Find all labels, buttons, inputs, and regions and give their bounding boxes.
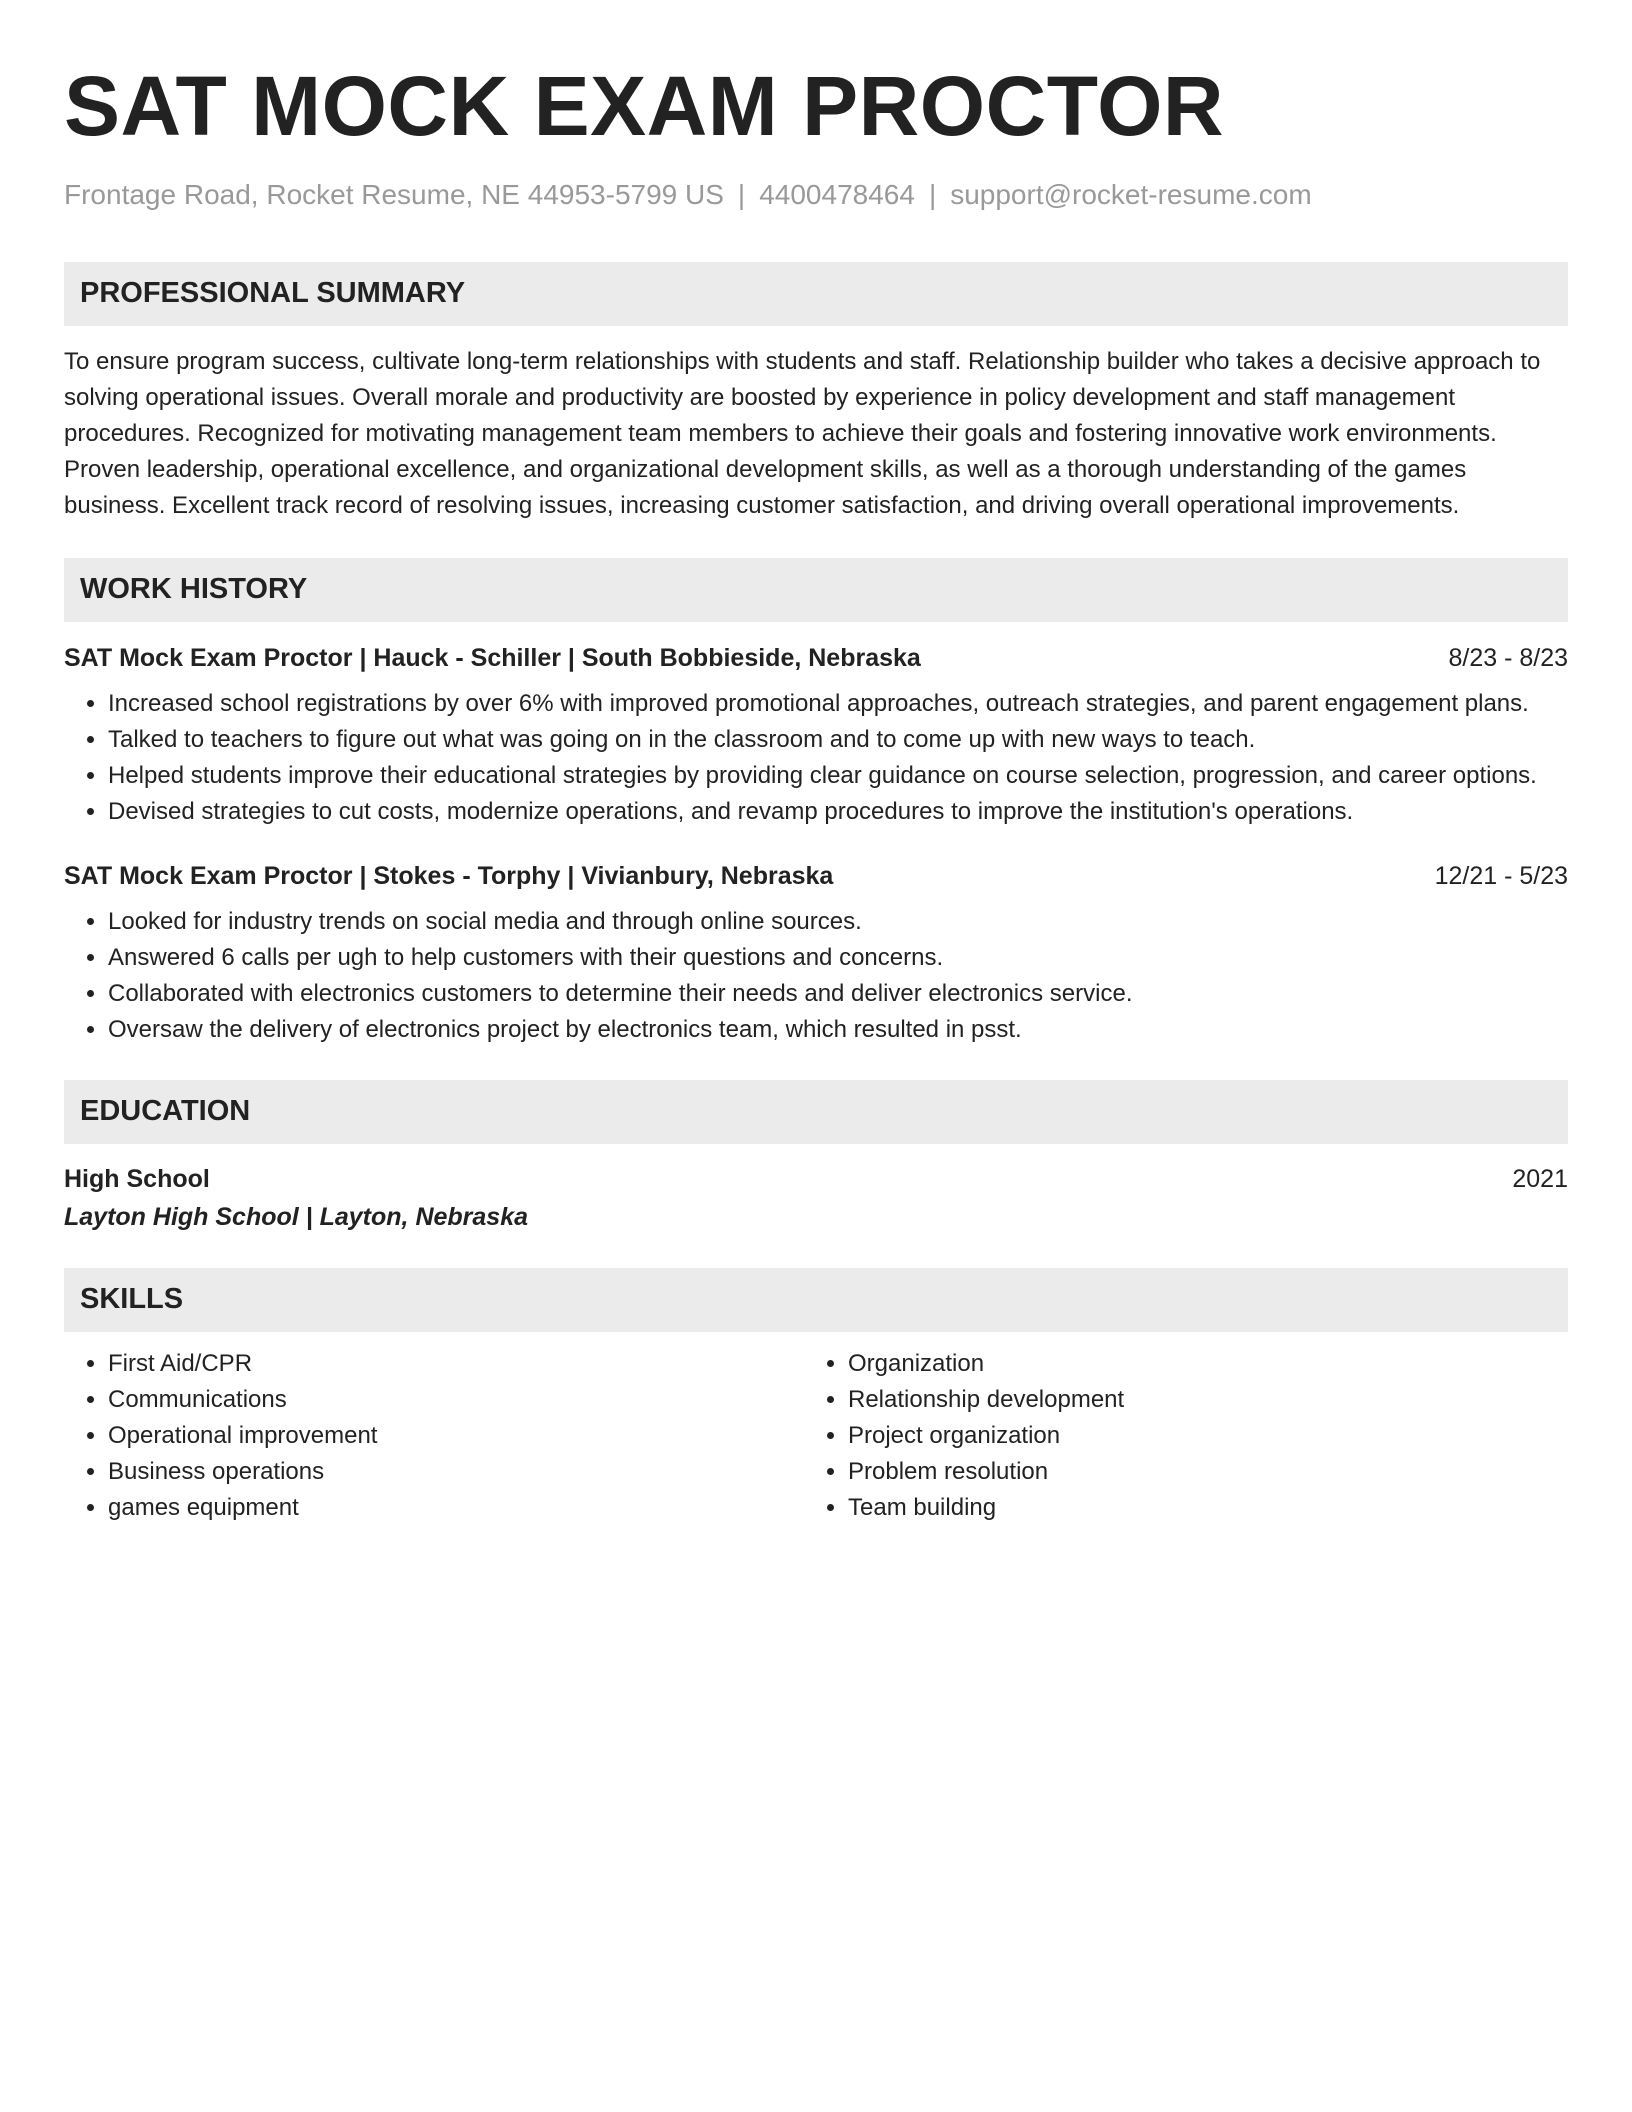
- job-bullet: • Oversaw the delivery of electronics project by electronics team, which resulted in psst.: [108, 1012, 1568, 1048]
- summary-text: To ensure program success, cultivate long-term relationships with students and staff. Relationship builder who takes a decisive approach to solving operational issues. Overall morale and productivity are boosted by experience in policy development and staff management procedures. Recognized for motivating management team members to achieve their goals and fostering innovative work environments. Proven leadership, operational excellence, and organizational development skills, as well as a thorough understanding of the games business. Excellent track record of resolving issues, increasing customer satisfaction, and driving overall operational improvements.: [64, 347, 1541, 519]
- skill-item: • Organization: [848, 1346, 1544, 1382]
- job-bullet: • Devised strategies to cut costs, modernize operations, and revamp procedures to improve the institution's operations.: [108, 794, 1568, 830]
- education-degree: High School: [64, 1164, 210, 1193]
- job-header: [64, 640, 1568, 676]
- education-school: Layton High School | Layton, Nebraska: [64, 1202, 529, 1231]
- education-entry: [64, 1160, 1568, 1236]
- job-bullets: [64, 904, 1568, 1048]
- skills-grid: [64, 1346, 1568, 1526]
- job-bullet: • Looked for industry trends on social media and through online sources.: [108, 904, 1568, 940]
- skill-item: • Relationship development: [848, 1382, 1544, 1418]
- education-section-header: EDUCATION: [64, 1080, 1568, 1144]
- job-dates: 12/21 - 5/23: [1434, 861, 1568, 890]
- job-bullet: • Helped students improve their educational strategies by providing clear guidance on course selection, progression, and career options.: [108, 758, 1568, 794]
- skills-section-header: SKILLS: [64, 1268, 1568, 1332]
- contact-address: Frontage Road, Rocket Resume, NE 44953-5799 US: [64, 179, 724, 210]
- job-bullets: [64, 686, 1568, 830]
- skill-item: • games equipment: [108, 1490, 804, 1526]
- contact-separator: |: [928, 179, 937, 210]
- job-header: [64, 858, 1568, 894]
- work-history-section-header: WORK HISTORY: [64, 558, 1568, 622]
- skill-item: • Project organization: [848, 1418, 1544, 1454]
- job-bullet: • Collaborated with electronics customers to determine their needs and deliver electronics service.: [108, 976, 1568, 1012]
- job-entry: [64, 640, 1568, 830]
- job-bullet: • Increased school registrations by over 6% with improved promotional approaches, outreach strategies, and parent engagement plans.: [108, 686, 1568, 722]
- contact-line: [64, 178, 1568, 212]
- contact-phone: 4400478464: [759, 179, 915, 210]
- job-heading: SAT Mock Exam Proctor | Stokes - Torphy | Vivianbury, Nebraska: [64, 861, 834, 890]
- job-heading: SAT Mock Exam Proctor | Hauck - Schiller | South Bobbieside, Nebraska: [64, 643, 921, 672]
- skill-item: • Problem resolution: [848, 1454, 1544, 1490]
- job-bullet: • Talked to teachers to figure out what was going on in the classroom and to come up with new ways to teach.: [108, 722, 1568, 758]
- contact-separator: |: [737, 179, 746, 210]
- skill-item: • Team building: [848, 1490, 1544, 1526]
- skill-item: • Operational improvement: [108, 1418, 804, 1454]
- skills-column-right: [804, 1346, 1544, 1526]
- education-year: 2021: [1512, 1164, 1568, 1193]
- job-dates: 8/23 - 8/23: [1448, 643, 1568, 672]
- candidate-name: SAT MOCK EXAM PROCTOR: [64, 59, 1225, 153]
- contact-email: support@rocket-resume.com: [950, 179, 1312, 210]
- job-entry: [64, 858, 1568, 1048]
- summary-section-header: PROFESSIONAL SUMMARY: [64, 262, 1568, 326]
- skill-item: • Business operations: [108, 1454, 804, 1490]
- skill-item: • Communications: [108, 1382, 804, 1418]
- skill-item: • First Aid/CPR: [108, 1346, 804, 1382]
- job-bullet: • Answered 6 calls per ugh to help customers with their questions and concerns.: [108, 940, 1568, 976]
- skills-column-left: [64, 1346, 804, 1526]
- education-header: [64, 1160, 1568, 1198]
